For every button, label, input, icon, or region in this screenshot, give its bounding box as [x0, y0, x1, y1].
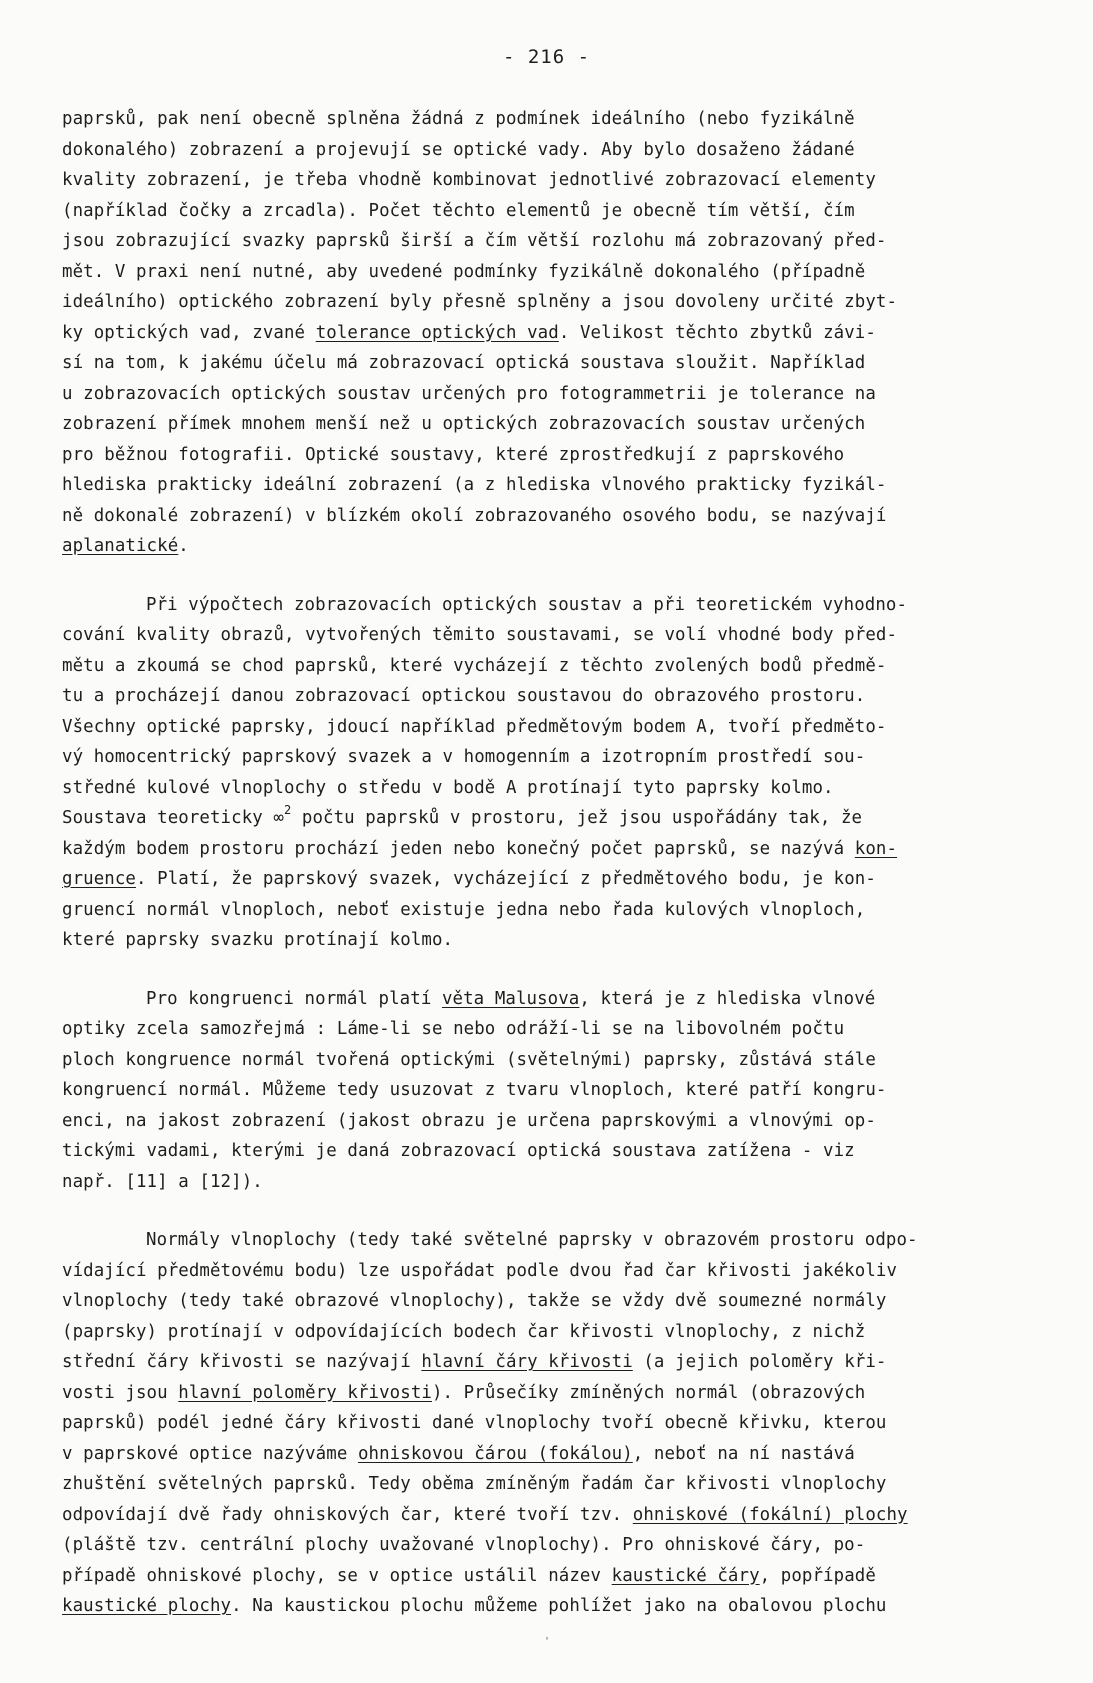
term-underlined: gruence [62, 869, 136, 889]
text-line [62, 1469, 1052, 1500]
text-segment: ně dokonalé zobrazení) v blízkém okolí zobrazovaného osového bodu, se nazývají [62, 505, 887, 526]
text-segment: každým bodem prostoru prochází jeden nebo konečný počet paprsků, se nazývá [62, 838, 855, 859]
text-line [62, 409, 1052, 440]
text-line [62, 1106, 1052, 1137]
text-segment: (a jejich poloměry kři- [632, 1352, 887, 1372]
text-line [62, 620, 1052, 651]
term-underlined: kaustické plochy [62, 1596, 232, 1616]
text-segment: ideálního) optického zobrazení byly přesně splněny a jsou dovoleny určité zbyt- [62, 292, 898, 312]
text-segment: Normály vlnoplochy (tedy také světelné paprsky v obrazovém prostoru odpo- [146, 1230, 918, 1250]
text-segment: vídající předmětovému bodu) lze uspořádat podle dvou řad čar křivosti jakékoliv [62, 1260, 898, 1281]
text-segment: kvality zobrazení, je třeba vhodně kombinovat jednotlivé zobrazovací elementy [62, 170, 876, 190]
term-underlined: hlavní poloměry křivosti [178, 1382, 432, 1403]
text-line [62, 1136, 1052, 1167]
paragraph [62, 104, 1052, 562]
paragraph [62, 984, 1052, 1198]
text-line [62, 712, 1052, 743]
text-segment: (pláště tzv. centrální plochy uvažované vlnoplochy). Pro ohniskové čáry, po- [62, 1535, 866, 1555]
text-segment: ). Průsečíky zmíněných normál (obrazových [431, 1382, 866, 1403]
text-line [62, 440, 1052, 471]
text-segment: mět. V praxi není nutné, aby uvedené podmínky fyzikálně dokonalého (případně [62, 261, 866, 282]
text-segment: Soustava teoreticky ∞ [62, 808, 284, 828]
text-segment: Pro kongruenci normál platí [146, 988, 442, 1009]
text-segment: Všechny optické paprsky, jdoucí například předmětovým bodem A, tvoří předměto- [62, 716, 887, 737]
text-line [62, 864, 1052, 895]
text-line [62, 742, 1052, 773]
term-underlined: věta Malusova [441, 988, 580, 1009]
text-segment: ky optických vad, zvané [62, 322, 316, 343]
paragraph-gap [62, 956, 1052, 984]
text-segment: hlediska prakticky ideální zobrazení (a z hlediska vlnového prakticky fyzikál- [62, 475, 887, 495]
text-segment: počtu paprsků v prostoru, jež jsou uspořádány tak, že [291, 808, 863, 828]
text-segment: vosti jsou [62, 1382, 179, 1403]
text-line [62, 1225, 1052, 1256]
body-text [62, 104, 1052, 1622]
term-underlined: kon- [854, 838, 898, 859]
text-segment: zhuštění světelných paprsků. Tedy oběma zmíněným řadám čar křivosti vlnoplochy [62, 1474, 887, 1494]
text-line [62, 895, 1052, 926]
text-line [62, 1045, 1052, 1076]
text-segment: u zobrazovacích optických soustav určených pro fotogrammetrii je tolerance na [62, 383, 876, 404]
text-line [62, 651, 1052, 682]
paragraph-gap [62, 562, 1052, 590]
text-segment: . Velikost těchto zbytků závi- [558, 322, 876, 343]
text-segment: ploch kongruence normál tvořená optickými (světelnými) paprsky, zůstává stále [62, 1049, 876, 1070]
text-line [62, 1408, 1052, 1439]
text-segment: které paprsky svazku protínají kolmo. [62, 930, 454, 950]
text-line [62, 165, 1052, 196]
text-segment: paprsků, pak není obecně splněna žádná z podmínek ideálního (nebo fyzikálně [62, 109, 855, 129]
stray-mark: ' [544, 1636, 551, 1647]
text-segment: cování kvality obrazů, vytvořených těmito soustavami, se volí vhodné body před- [62, 625, 898, 645]
text-line [62, 1075, 1052, 1106]
text-line [62, 984, 1052, 1015]
text-line [62, 1317, 1052, 1348]
text-line [62, 681, 1052, 712]
text-segment: případě ohniskové plochy, se v optice ustálil název [62, 1565, 612, 1586]
text-segment: v paprskové optice nazýváme [62, 1443, 358, 1464]
text-line [62, 379, 1052, 410]
text-segment: paprsků) podél jedné čáry křivosti dané vlnoplochy tvoří obecně křivku, kterou [62, 1413, 887, 1433]
text-line [62, 470, 1052, 501]
text-line [62, 348, 1052, 379]
superscript: 2 [283, 803, 292, 817]
text-line [62, 287, 1052, 318]
term-underlined: ohniskovou čárou (fokálou) [357, 1443, 633, 1464]
text-line [62, 501, 1052, 532]
text-segment: tu a procházejí danou zobrazovací optickou soustavou do obrazového prostoru. [62, 686, 866, 706]
text-line [62, 226, 1052, 257]
text-line [62, 531, 1052, 562]
text-segment: tickými vadami, kterými je daná zobrazovací optická soustava zatížena - viz [62, 1141, 855, 1161]
text-segment: střední čáry křivosti se nazývají [62, 1352, 422, 1372]
text-line [62, 1561, 1052, 1592]
text-segment: mětu a zkoumá se chod paprsků, které vycházejí z těchto zvolených bodů předmě- [62, 655, 887, 676]
text-line [62, 1378, 1052, 1409]
text-line [62, 773, 1052, 804]
text-segment: odpovídají dvě řady ohniskových čar, které tvoří tzv. [62, 1504, 633, 1525]
text-line [62, 1256, 1052, 1287]
text-segment: . Na kaustickou plochu můžeme pohlížet jako na obalovou plochu [231, 1596, 887, 1616]
text-line [62, 1347, 1052, 1378]
text-segment: vlnoplochy (tedy také obrazové vlnoplochy), takže se vždy dvě soumezné normály [62, 1291, 887, 1311]
text-line [62, 257, 1052, 288]
text-segment: Při výpočtech zobrazovacích optických soustav a při teoretickém vyhodno- [146, 594, 908, 615]
text-line [62, 1591, 1052, 1622]
text-segment: (například čočky a zrcadla). Počet těchto elementů je obecně tím větší, čím [62, 200, 855, 221]
text-segment: optiky zcela samozřejmá : Láme-li se nebo odráží-li se na libovolném počtu [62, 1019, 845, 1039]
text-segment: dokonalého) zobrazení a projevují se optické vady. Aby bylo dosaženo žádané [62, 139, 855, 160]
text-line [62, 925, 1052, 956]
text-segment: . Platí, že paprskový svazek, vycházející z předmětového bodu, je kon- [136, 869, 876, 889]
text-segment: např. [11] a [12]). [62, 1171, 263, 1192]
term-underlined: kaustické čáry [611, 1565, 760, 1586]
page-number: - 216 - [502, 46, 591, 68]
text-line [62, 590, 1052, 621]
text-segment: jsou zobrazující svazky paprsků širší a čím větší rozlohu má zobrazovaný před- [62, 231, 887, 251]
text-line [62, 1286, 1052, 1317]
term-underlined: tolerance optických vad [315, 322, 559, 343]
text-line [62, 1530, 1052, 1561]
text-line [62, 803, 1052, 834]
text-segment: . [178, 536, 189, 556]
text-segment: kongruencí normál. Můžeme tedy usuzovat z tvaru vlnoploch, které patří kongru- [62, 1080, 887, 1100]
text-segment: , která je z hlediska vlnové [579, 988, 876, 1009]
term-underlined: ohniskové (fokální) plochy [632, 1504, 908, 1525]
text-line [62, 196, 1052, 227]
paragraph [62, 590, 1052, 956]
text-segment: sí na tom, k jakému účelu má zobrazovací optická soustava sloužit. Například [62, 353, 866, 373]
text-line [62, 834, 1052, 865]
text-line [62, 318, 1052, 349]
term-underlined: hlavní čáry křivosti [421, 1352, 633, 1372]
text-segment: gruencí normál vlnoploch, neboť existuje jedna nebo řada kulových vlnoploch, [62, 899, 866, 920]
text-line [62, 104, 1052, 135]
term-underlined: aplanatické [62, 536, 179, 556]
text-line [62, 135, 1052, 166]
text-segment: zobrazení přímek mnohem menší než u optických zobrazovacích soustav určených [62, 414, 866, 434]
text-line [62, 1439, 1052, 1470]
paragraph-gap [62, 1197, 1052, 1225]
text-segment: středné kulové vlnoplochy o středu v bodě A protínají tyto paprsky kolmo. [62, 777, 834, 798]
paragraph [62, 1225, 1052, 1622]
text-segment: , popřípadě [759, 1565, 876, 1586]
text-segment: enci, na jakost zobrazení (jakost obrazu je určena paprskovými a vlnovými op- [62, 1110, 876, 1131]
text-segment: (paprsky) protínají v odpovídajících bodech čar křivosti vlnoplochy, z nichž [62, 1321, 866, 1342]
text-line [62, 1500, 1052, 1531]
text-line [62, 1167, 1052, 1198]
text-segment: vý homocentrický paprskový svazek a v homogenním a izotropním prostředí sou- [62, 747, 866, 767]
text-segment: pro běžnou fotografii. Optické soustavy, které zprostředkují z paprskového [62, 444, 845, 465]
text-segment: , neboť na ní nastává [632, 1443, 855, 1464]
text-line [62, 1014, 1052, 1045]
